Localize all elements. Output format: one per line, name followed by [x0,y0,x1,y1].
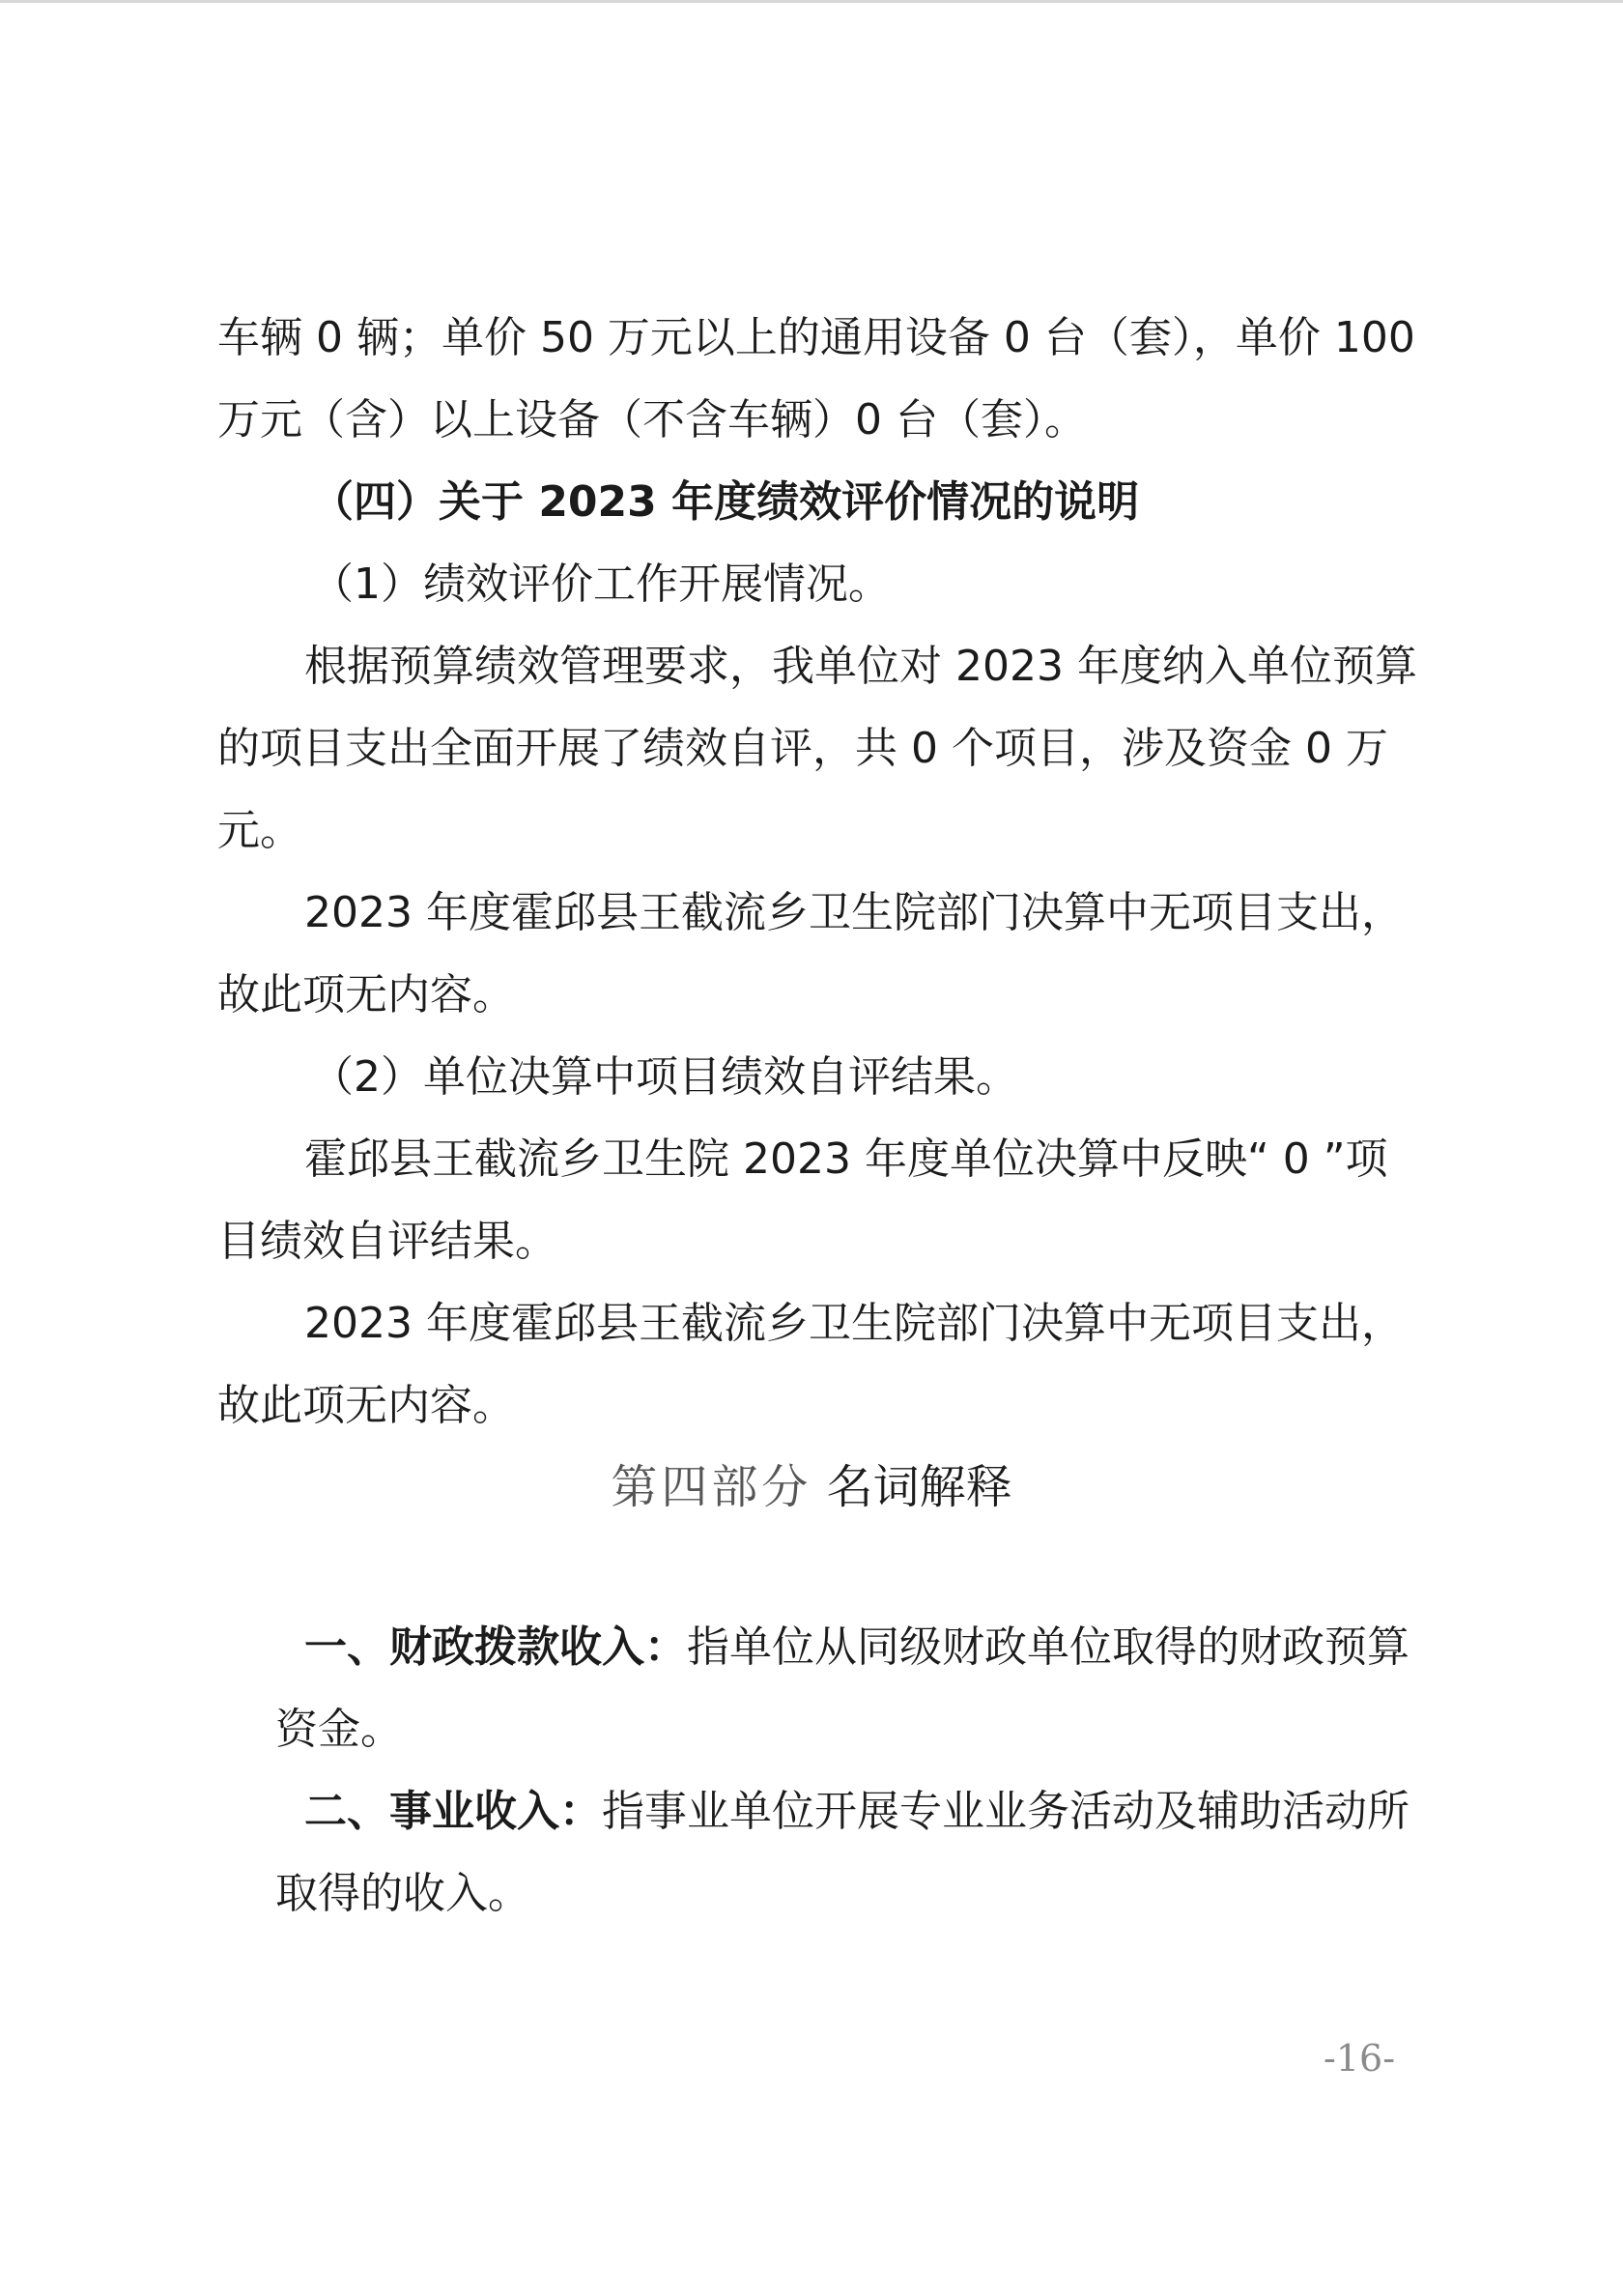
paragraph-line: 目绩效自评结果。 [217,1217,557,1266]
section-4-heading: （四）关于 2023 年度绩效评价情况的说明 [311,477,1140,527]
term-definition-1 [0,1619,1623,1677]
continuation-line-1: 车辆 0 辆；单价 50 万元以上的通用设备 0 台（套），单价 100 [217,313,1415,362]
part-number: 第四部分 [611,1460,812,1514]
term-label: 二、事业收入： [304,1787,602,1836]
page-top-border [0,0,1623,3]
paragraph-line: 的项目支出全面开展了绩效自评，共 0 个项目，涉及资金 0 万 [217,724,1388,773]
term-definition-1-cont: 资金。 [275,1705,403,1754]
paragraph-line: 故此项无内容。 [217,1381,515,1430]
term-definition: 指单位从同级财政单位取得的财政预算 [687,1622,1409,1672]
subsection-1-title: （1）绩效评价工作开展情况。 [311,560,891,609]
paragraph-line: 2023 年度霍邱县王截流乡卫生院部门决算中无项目支出， [304,1299,1404,1348]
page-number: -16- [1324,2037,1396,2080]
paragraph-line: 霍邱县王截流乡卫生院 2023 年度单位决算中反映“ 0 ”项 [304,1134,1388,1184]
term-definition: 指事业单位开展专业业务活动及辅助活动所 [602,1787,1409,1836]
paragraph-line: 故此项无内容。 [217,970,515,1019]
paragraph-line: 根据预算绩效管理要求，我单位对 2023 年度纳入单位预算 [304,642,1417,691]
paragraph-line: 元。 [217,806,302,855]
paragraph-line: 2023 年度霍邱县王截流乡卫生院部门决算中无项目支出， [304,888,1404,937]
term-definition-2-cont: 取得的收入。 [275,1869,530,1918]
term-label: 一、财政拨款收入： [304,1622,687,1672]
part-name: 名词解释 [826,1460,1012,1514]
part-4-title [0,1452,1623,1522]
continuation-line-2: 万元（含）以上设备（不含车辆）0 台（套）。 [217,395,1087,445]
subsection-2-title: （2）单位决算中项目绩效自评结果。 [311,1052,1018,1102]
term-definition-2 [0,1783,1623,1841]
